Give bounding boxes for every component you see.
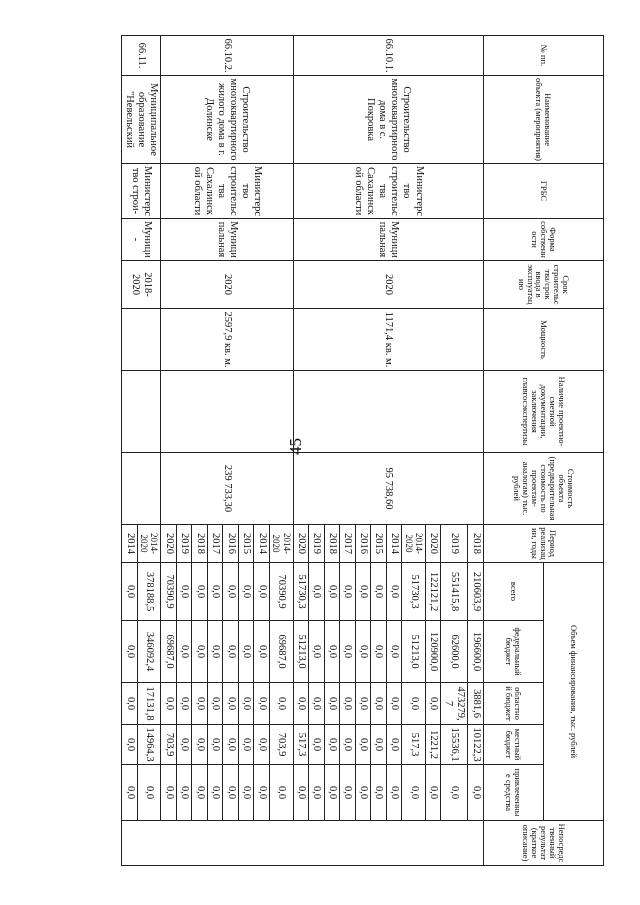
cell-local: 0,0 xyxy=(122,725,138,765)
col-result-header: Непосредственный результат (краткое описание) xyxy=(484,821,604,866)
cell-attracted: 0,0 xyxy=(223,765,239,821)
cell-local: 0,0 xyxy=(355,725,371,765)
cell-total: 70390,9 xyxy=(161,563,177,621)
cell-attracted: 0,0 xyxy=(425,765,441,821)
col-docs-header: Наличие проектно-сметной документации, заключения главгосэкспертизы xyxy=(484,371,604,453)
cell-local: 15536,1 xyxy=(441,725,468,765)
object-docs xyxy=(122,371,161,453)
object-grbs: Министерство строительства Сахалинской области xyxy=(293,164,483,219)
cell-period: 2017 xyxy=(340,525,356,563)
cell-regional: 0,0 xyxy=(293,683,309,725)
cell-federal: 0,0 xyxy=(340,621,356,683)
cell-local: 703,9 xyxy=(270,725,294,765)
cell-local: 0,0 xyxy=(371,725,387,765)
cell-total: 0,0 xyxy=(177,563,193,621)
cell-local: 10122,3 xyxy=(468,725,484,765)
cell-local: 0,0 xyxy=(309,725,325,765)
cell-attracted: 0,0 xyxy=(177,765,193,821)
object-cost xyxy=(122,453,161,525)
cell-total: 0,0 xyxy=(254,563,270,621)
col-capacity-header: Мощность xyxy=(484,309,604,371)
col-period-header: Период реализации, годы xyxy=(484,525,604,563)
cell-total: 551415,8 xyxy=(441,563,468,621)
cell-regional: 0,0 xyxy=(355,683,371,725)
cell-federal: 0,0 xyxy=(386,621,402,683)
cell-period: 2019 xyxy=(309,525,325,563)
cell-federal: 69687,0 xyxy=(161,621,177,683)
col-grbs-header: ГРБС xyxy=(484,164,604,219)
object-grbs: Министерство строи- xyxy=(122,164,161,219)
cell-attracted: 0,0 xyxy=(355,765,371,821)
object-result xyxy=(122,821,484,866)
cell-local: 14964,3 xyxy=(137,725,161,765)
cell-period: 2014-2020 xyxy=(137,525,161,563)
cell-period: 2014 xyxy=(386,525,402,563)
cell-attracted: 0,0 xyxy=(324,765,340,821)
table-row xyxy=(468,36,484,866)
cell-regional: 0,0 xyxy=(425,683,441,725)
table-body xyxy=(122,36,484,866)
cell-period: 2014-2020 xyxy=(402,525,426,563)
col-name-header: Наименование объекта (мероприятия) xyxy=(484,76,604,164)
object-number: 66.10.2. xyxy=(161,36,293,76)
cell-total: 0,0 xyxy=(192,563,208,621)
cell-total: 210603,9 xyxy=(468,563,484,621)
cell-period: 2020 xyxy=(161,525,177,563)
cell-attracted: 0,0 xyxy=(441,765,468,821)
cell-federal: 0,0 xyxy=(208,621,224,683)
cell-local: 703,9 xyxy=(161,725,177,765)
cell-federal: 62600,0 xyxy=(441,621,468,683)
cell-period: 2014 xyxy=(254,525,270,563)
cell-local: 0,0 xyxy=(192,725,208,765)
object-name: Муниципальное образование "Невельский xyxy=(122,76,161,164)
cell-federal: 0,0 xyxy=(223,621,239,683)
cell-local: 0,0 xyxy=(386,725,402,765)
cell-attracted: 0,0 xyxy=(270,765,294,821)
cell-period: 2020 xyxy=(425,525,441,563)
cell-federal: 0,0 xyxy=(177,621,193,683)
cell-total: 378188,5 xyxy=(137,563,161,621)
cell-total: 0,0 xyxy=(355,563,371,621)
cell-regional: 0,0 xyxy=(324,683,340,725)
object-capacity: 1171,4 кв. м. xyxy=(293,309,483,371)
cell-total: 0,0 xyxy=(324,563,340,621)
cell-federal: 69687,0 xyxy=(270,621,294,683)
cell-local: 0,0 xyxy=(177,725,193,765)
cell-federal: 346092,4 xyxy=(137,621,161,683)
cell-regional: 0,0 xyxy=(371,683,387,725)
object-ownership: Муниципальная xyxy=(293,219,483,261)
cell-period: 2018 xyxy=(468,525,484,563)
cell-federal: 0,0 xyxy=(371,621,387,683)
cell-federal: 0,0 xyxy=(239,621,255,683)
cell-local: 517,3 xyxy=(402,725,426,765)
col-ownership-header: Форма собственности xyxy=(484,219,604,261)
cell-federal: 51213,0 xyxy=(293,621,309,683)
cell-federal: 0,0 xyxy=(192,621,208,683)
col-num-header: № пп. xyxy=(484,36,604,76)
object-cost: 239 733,30 xyxy=(161,453,293,525)
object-ownership: Муниципальная xyxy=(161,219,293,261)
object-number: 66.10.1. xyxy=(293,36,483,76)
cell-regional: 0,0 xyxy=(402,683,426,725)
page-number: 45 xyxy=(286,438,305,455)
cell-total: 0,0 xyxy=(223,563,239,621)
cell-federal: 51213,0 xyxy=(402,621,426,683)
cell-federal: 0,0 xyxy=(254,621,270,683)
cell-period: 2016 xyxy=(355,525,371,563)
financing-group-header: Объем финансирования, тыс. рублей xyxy=(544,563,604,821)
cell-federal: 196600,0 xyxy=(468,621,484,683)
cell-regional: 0,0 xyxy=(270,683,294,725)
cell-attracted: 0,0 xyxy=(137,765,161,821)
financing-table xyxy=(121,35,604,866)
cell-regional: 0,0 xyxy=(309,683,325,725)
cell-period: 2020 xyxy=(293,525,309,563)
cell-attracted: 0,0 xyxy=(254,765,270,821)
cell-attracted: 0,0 xyxy=(122,765,138,821)
table-row xyxy=(137,36,161,866)
cell-total: 0,0 xyxy=(208,563,224,621)
cell-total: 51730,3 xyxy=(293,563,309,621)
header-row-1 xyxy=(544,36,604,866)
cell-period: 2017 xyxy=(208,525,224,563)
object-term: 2018-2020 xyxy=(122,261,161,309)
cell-total: 0,0 xyxy=(122,563,138,621)
cell-regional: 0,0 xyxy=(340,683,356,725)
cell-period: 2019 xyxy=(177,525,193,563)
col-attracted-header: привлеченные средства xyxy=(484,765,544,821)
cell-period: 2015 xyxy=(371,525,387,563)
object-term: 2020 xyxy=(161,261,293,309)
cell-local: 0,0 xyxy=(340,725,356,765)
cell-local: 0,0 xyxy=(239,725,255,765)
cell-regional: 0,0 xyxy=(192,683,208,725)
cell-total: 0,0 xyxy=(386,563,402,621)
cell-period: 2018 xyxy=(324,525,340,563)
col-local-header: местный бюджет xyxy=(484,725,544,765)
table-row xyxy=(270,36,294,866)
cell-period: 2015 xyxy=(239,525,255,563)
cell-period: 2014-2020 xyxy=(270,525,294,563)
cell-regional: 473279,7 xyxy=(441,683,468,725)
cell-regional: 3881,6 xyxy=(468,683,484,725)
col-total-header: всего xyxy=(484,563,544,621)
cell-total: 122121,2 xyxy=(425,563,441,621)
cell-federal: 120900,0 xyxy=(425,621,441,683)
cell-regional: 0,0 xyxy=(208,683,224,725)
cell-period: 2014 xyxy=(122,525,138,563)
object-name: Строительство многоквартирного дома в с. Покровка xyxy=(293,76,483,164)
cell-total: 51730,3 xyxy=(402,563,426,621)
cell-regional: 0,0 xyxy=(254,683,270,725)
cell-federal: 0,0 xyxy=(355,621,371,683)
cell-attracted: 0,0 xyxy=(239,765,255,821)
cell-attracted: 0,0 xyxy=(192,765,208,821)
cell-attracted: 0,0 xyxy=(309,765,325,821)
cell-attracted: 0,0 xyxy=(208,765,224,821)
object-name: Строительство многоквартирного жилого дома в г. Долинске xyxy=(161,76,293,164)
cell-regional: 0,0 xyxy=(122,683,138,725)
cell-regional: 0,0 xyxy=(177,683,193,725)
object-grbs: Министерство строительства Сахалинской области xyxy=(161,164,293,219)
cell-total: 0,0 xyxy=(371,563,387,621)
object-capacity: 2597,9 кв. м. xyxy=(161,309,293,371)
cell-local: 0,0 xyxy=(254,725,270,765)
col-regional-header: областной бюджет xyxy=(484,683,544,725)
object-cost: 95 738,60 xyxy=(293,453,483,525)
cell-federal: 0,0 xyxy=(122,621,138,683)
cell-period: 2019 xyxy=(441,525,468,563)
object-ownership: Муници- xyxy=(122,219,161,261)
col-term-header: Срок строительства/срок ввода в эксплуатацию xyxy=(484,261,604,309)
cell-local: 0,0 xyxy=(208,725,224,765)
cell-attracted: 0,0 xyxy=(386,765,402,821)
cell-attracted: 0,0 xyxy=(371,765,387,821)
cell-attracted: 0,0 xyxy=(340,765,356,821)
cell-local: 1221,2 xyxy=(425,725,441,765)
object-capacity xyxy=(122,309,161,371)
cell-federal: 0,0 xyxy=(324,621,340,683)
object-number: 66.11. xyxy=(122,36,161,76)
cell-attracted: 0,0 xyxy=(402,765,426,821)
cell-regional: 0,0 xyxy=(223,683,239,725)
cell-total: 0,0 xyxy=(340,563,356,621)
cell-regional: 0,0 xyxy=(386,683,402,725)
cell-regional: 17131,8 xyxy=(137,683,161,725)
cell-total: 0,0 xyxy=(309,563,325,621)
cell-total: 70390,9 xyxy=(270,563,294,621)
object-docs xyxy=(293,371,483,453)
cell-total: 0,0 xyxy=(239,563,255,621)
cell-regional: 0,0 xyxy=(239,683,255,725)
cell-period: 2016 xyxy=(223,525,239,563)
col-federal-header: федеральный бюджет xyxy=(484,621,544,683)
col-cost-header: Стоимость объекта (предварительная стоимость по проектам-аналогам) тыс. рублей xyxy=(484,453,604,525)
cell-local: 0,0 xyxy=(223,725,239,765)
object-term: 2020 xyxy=(293,261,483,309)
cell-period: 2018 xyxy=(192,525,208,563)
cell-regional: 0,0 xyxy=(161,683,177,725)
cell-federal: 0,0 xyxy=(309,621,325,683)
object-docs xyxy=(161,371,293,453)
cell-local: 0,0 xyxy=(324,725,340,765)
cell-attracted: 0,0 xyxy=(293,765,309,821)
cell-local: 517,3 xyxy=(293,725,309,765)
cell-attracted: 0,0 xyxy=(468,765,484,821)
cell-attracted: 0,0 xyxy=(161,765,177,821)
